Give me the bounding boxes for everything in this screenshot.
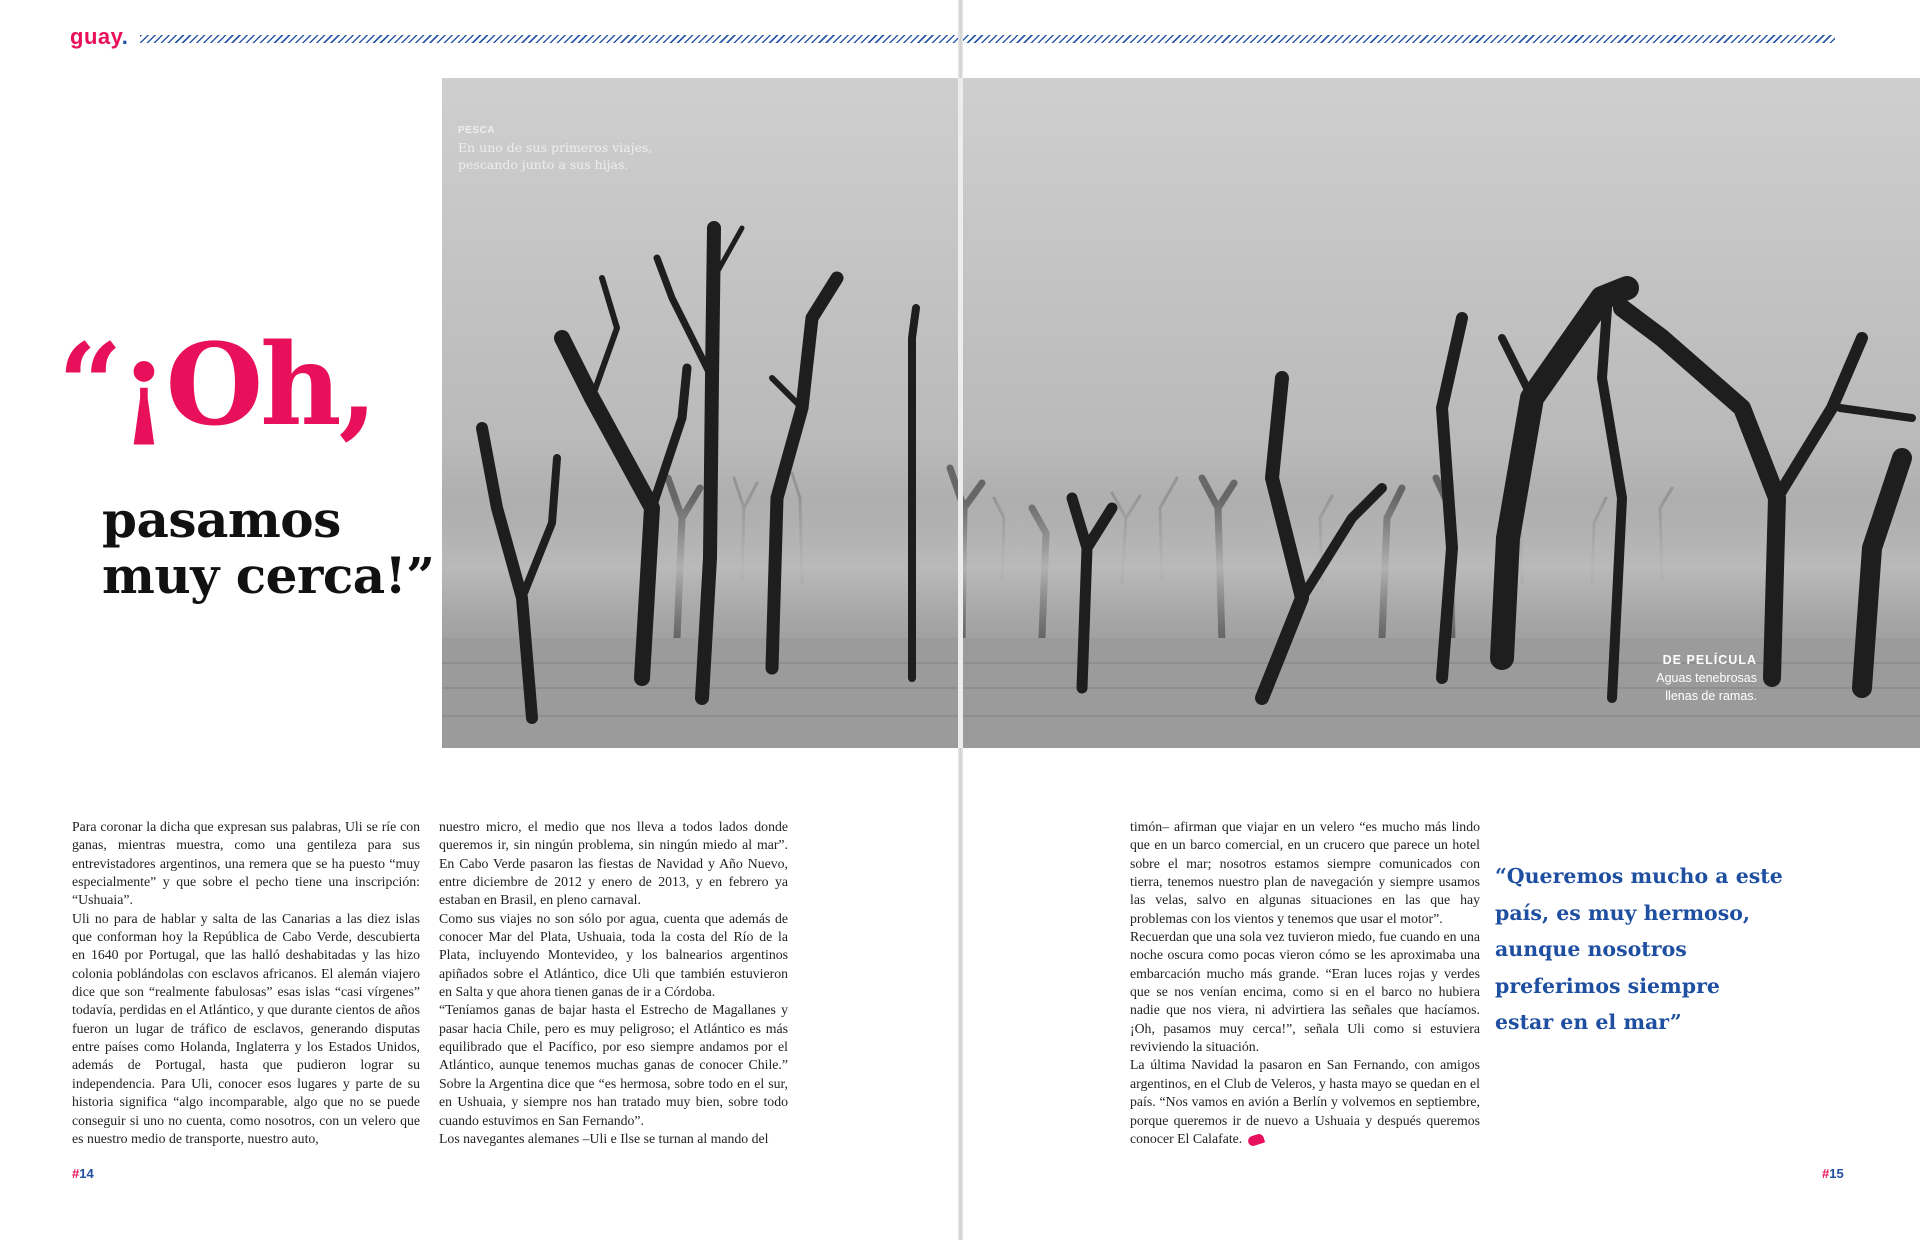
brand-dot: . <box>121 24 129 49</box>
photo-caption-left <box>458 122 652 173</box>
caption-line: Aguas tenebrosas <box>1656 671 1757 685</box>
article-column-3 <box>1130 818 1480 1148</box>
caption-kicker: DE PELÍCULA <box>1662 653 1757 667</box>
paragraph: Para coronar la dicha que expresan sus palabras, Uli se ríe con ganas, mientras muestra, como una gentileza para sus entrevistadores argentinos, una remera que se ha puesto “muy especialmente” y que sobre el pecho tiene una inscripción: “Ushuaia”. <box>72 819 420 908</box>
page-hash: # <box>72 1166 80 1181</box>
headline-line: muy cerca!” <box>102 546 435 605</box>
caption-kicker: PESCA <box>458 125 495 136</box>
headline-quote: “¡Oh, <box>58 320 375 451</box>
end-of-article-mark-icon <box>1247 1132 1265 1146</box>
magazine-brand <box>70 24 128 50</box>
paragraph: Como sus viajes no son sólo por agua, cuenta que además de conocer Mar del Plata, Ushuaia, toda la costa del Río de la Plata, incluyendo Montevideo, y los balnearios argentinos apiñados sobre el Atlántico, dice Uli que también estuvieron en Salta y que ahora tienen ganas de ir a Córdoba. <box>439 910 788 1000</box>
pull-quote: “Queremos mucho a este país, es muy hermoso, aunque nosotros preferimos siempre estar en el mar” <box>1495 864 1783 1034</box>
page-number-right <box>1822 1166 1844 1181</box>
misty-trees-photo <box>442 78 1920 748</box>
paragraph: nuestro micro, el medio que nos lleva a todos lados donde queremos ir, sin ningún problema, sin ningún miedo al mar”. En Cabo Verde pasaron las fiestas de Navidad y Año Nuevo, entre diciembre de 2012 y enero de 2013, y en febrero ya estaban en Brasil, en pleno carnaval. <box>439 819 788 908</box>
caption-line: pescando junto a sus hijas. <box>458 157 629 172</box>
paragraph: Uli no para de hablar y salta de las Canarias a las diez islas que conforman hoy la República de Cabo Verde, descubierta en 1640 por Portugal, que las halló deshabitadas y las hizo colonia poblándolas con esclavos africanos. El alemán viajero dice que son “realmente fabulosas” esas islas “casi vírgenes” todavía, perdidas en el Atlántico, y que durante cientos de años fueron un lugar de tráfico de esclavos, generando disputas entre países como Holanda, Inglaterra y los Estados Unidos, además de Portugal, hasta que pudieron lograr su independencia. Para Uli, conocer esos lugares y parte de su historia significa “algo incomparable, algo que no se puede conseguir si uno no cuenta, como nosotros, con un velero que es nuestro medio de transporte, nuestro auto, <box>72 910 420 1146</box>
caption-line: llenas de ramas. <box>1665 689 1757 703</box>
page-number: 14 <box>79 1166 94 1181</box>
paragraph: Los navegantes alemanes –Uli e Ilse se turnan al mando del <box>439 1130 769 1146</box>
page-number-left <box>72 1166 94 1181</box>
photo-gutter <box>958 78 963 748</box>
paragraph-text: La última Navidad la pasaron en San Fernando, con amigos argentinos, en el Club de Veleros, y hasta mayo se quedan en el país. “Nos vamos en avión a Berlín y volvemos en septiembre, porque queremos ir de nuevo a Ushuaia y después queremos conocer El Calafate. <box>1130 1057 1480 1146</box>
page-number: 15 <box>1829 1166 1844 1181</box>
page-hash: # <box>1822 1166 1830 1181</box>
article-column-2 <box>439 818 788 1148</box>
photo-caption-right <box>1656 651 1757 705</box>
headline-rest <box>102 492 434 604</box>
paragraph: “Teníamos ganas de bajar hasta el Estrecho de Magallanes y pasar hacia Chile, pero es muy peligroso; el Atlántico es más equilibrado que el Pacífico, por eso siempre andamos por el Atlántico, aunque tenemos muchas ganas de conocer Chile.” Sobre la Argentina dice que “es hermosa, sobre todo en el sur, en Ushuaia, y siempre nos han tratado muy bien, sobre todo cuando estuvimos en San Fernando”. <box>439 1002 788 1128</box>
headline-line: pasamos <box>102 490 341 549</box>
caption-line: En uno de sus primeros viajes, <box>458 140 653 155</box>
header-hatch-rule <box>140 35 1835 43</box>
paragraph: timón– afirman que viajar en un velero “es mucho más lindo que en un barco comercial, en un crucero que parece un hotel sobre el mar; nosotros estamos siempre comunicados con tierra, tenemos nuestro plan de navegación y siempre usamos las velas, salvo en algunas situaciones en las que hay problemas con los vientos y tenemos que usar el motor”. <box>1130 819 1480 926</box>
paragraph <box>1130 1056 1480 1148</box>
article-column-1 <box>72 818 420 1148</box>
paragraph: Recuerdan que una sola vez tuvieron miedo, fue cuando en una noche oscura como pocas vieron cómo se les aproximaba una embarcación mucho más grande. “Eran luces rojas y verdes que se nos venían encima, como si en el barco no hubiera nadie que nos viera, ni advirtiera las señales que hacíamos. ¡Oh, pasamos muy cerca!”, señala Uli como si estuviera reviviendo la situación. <box>1130 929 1480 1055</box>
brand-name: guay <box>70 24 122 49</box>
